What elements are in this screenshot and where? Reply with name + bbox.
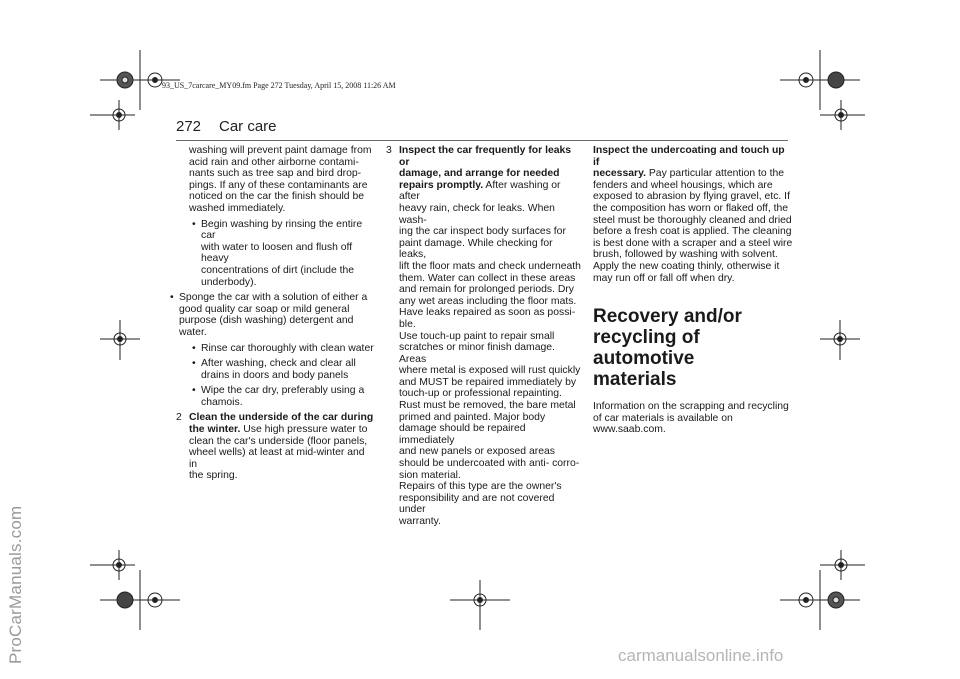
continued-paragraph: washing will prevent paint damage from acid rain and other airborne contami- nants such as tree sap and bird drop- pings. If any of these contaminants are noticed on the car the finish should be washed immediately. — [189, 145, 372, 214]
recycling-heading: Recovery and/or recycling of automotive materials — [593, 306, 742, 391]
section-title: Car care — [219, 118, 277, 135]
bullet-item: • Rinse car thoroughly with clean water — [192, 342, 374, 354]
undercoating-paragraph: Inspect the undercoating and touch up if necessary. Pay particular attention to the fenders and wheel housings, which are exposed to abrasion by flying gravel, etc. If the composition has worn or flaked off, the steel must be thoroughly cleaned and dried before a fresh coat is applied. The cleaning is best done with a scraper and a steel wire brush, followed by washing with solvent. Apply the new coating thinly, otherwise it may run off or fall off when dry. — [593, 145, 793, 284]
bottom-watermark: carmanualsonline.info — [618, 646, 784, 665]
crosshair-mark-icon — [90, 550, 180, 630]
crosshair-mark-icon — [780, 50, 865, 130]
crosshair-mark-icon — [100, 320, 860, 360]
side-watermark: ProCarManuals.com — [6, 505, 25, 664]
crosshair-mark-icon — [450, 580, 510, 630]
file-info: 93_US_7carcare_MY09.fm Page 272 Tuesday, April 15, 2008 11:26 AM — [162, 81, 396, 90]
bullet-item: • Sponge the car with a solution of either a good quality car soap or mild general purpose (dish washing) detergent and water. — [170, 292, 368, 338]
bullet-item: • Wipe the car dry, preferably using a chamois. — [192, 385, 365, 408]
bullet-item: • After washing, check and clear all drains in doors and body panels — [192, 358, 356, 381]
numbered-item-3: 3 Inspect the car frequently for leaks or damage, and arrange for needed repairs promptly. After washing or after heavy rain, check for leaks. When wash- ing the car inspect body surfaces for paint damage. While checking for leaks, lift the floor mats and check underneath them. Water can collect in these areas and remain for prolonged periods. Dry any wet areas including the floor mats. Have leaks repaired as soon as possi- ble. Use touch-up paint to repair small scratches or minor finish damage. Areas where metal is exposed will rust quickly and MUST be repaired immediately by touch-up or professional repainting. Rust must be removed, the bare metal primed and painted. Major body damage should be repaired immediately and new panels or exposed areas should be undercoated with anti- corro- sion material. Repairs of this type are the owner's responsibility and are not covered under warranty. — [386, 145, 581, 527]
page-number: 272 — [176, 118, 202, 135]
recycling-paragraph: Information on the scrapping and recycling of car materials is available on www.saab.com. — [593, 401, 789, 436]
numbered-item-2: 2 Clean the underside of the car during the winter. Use high pressure water to clean the car's underside (floor panels, wheel wells) at least at mid-winter and in the spring. — [176, 412, 374, 482]
bullet-item: • Begin washing by rinsing the entire car with water to loosen and flush off heavy concentrations of dirt (include the underbody). — [192, 218, 363, 288]
crosshair-mark-icon — [780, 550, 865, 630]
crosshair-mark-icon — [90, 50, 180, 130]
